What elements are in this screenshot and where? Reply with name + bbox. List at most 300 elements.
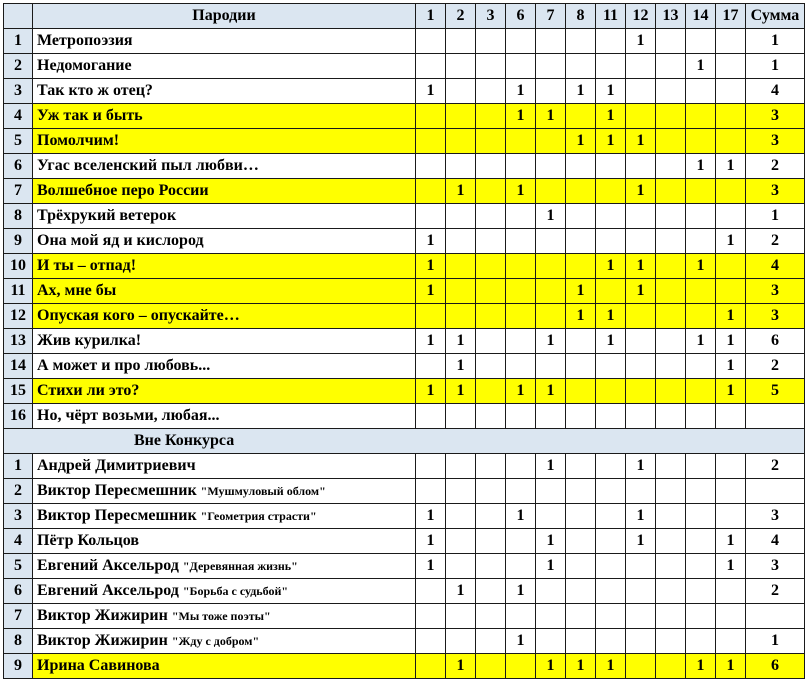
vote-cell [716, 204, 746, 229]
row-title-text: Евгений Аксельрод [37, 557, 179, 574]
row-number: 2 [4, 479, 33, 504]
vote-cell [656, 529, 686, 554]
table-row [4, 179, 805, 204]
vote-cell: 1 [506, 379, 536, 404]
row-title [33, 104, 416, 129]
row-number: 2 [4, 54, 33, 79]
vote-cell [416, 154, 446, 179]
vote-cell [656, 279, 686, 304]
vote-cell [656, 629, 686, 654]
vote-cell: 1 [446, 329, 476, 354]
vote-cell [596, 279, 626, 304]
vote-cell [476, 329, 506, 354]
sum-cell: 1 [746, 629, 805, 654]
vote-cell [716, 279, 746, 304]
vote-cell [686, 279, 716, 304]
vote-cell [716, 629, 746, 654]
vote-cell: 1 [416, 79, 446, 104]
vote-cell [686, 629, 716, 654]
vote-cell [596, 54, 626, 79]
row-number: 10 [4, 254, 33, 279]
table-row [4, 104, 805, 129]
sum-cell: 4 [746, 529, 805, 554]
vote-cell [596, 154, 626, 179]
vote-cell [716, 454, 746, 479]
vote-cell [536, 579, 566, 604]
sum-cell: 2 [746, 229, 805, 254]
row-title-text: Пётр Кольцов [37, 532, 139, 549]
vote-cell [656, 329, 686, 354]
vote-cell [686, 404, 716, 429]
vote-cell [656, 154, 686, 179]
vote-cell [506, 29, 536, 54]
vote-cell [716, 54, 746, 79]
vote-cell [566, 29, 596, 54]
vote-cell: 1 [416, 254, 446, 279]
row-title [33, 54, 416, 79]
row-title-text: Стихи ли это? [37, 382, 140, 399]
vote-cell: 1 [716, 229, 746, 254]
vote-cell [446, 404, 476, 429]
vote-cell: 1 [716, 154, 746, 179]
vote-cell: 1 [506, 579, 536, 604]
vote-cell: 1 [416, 229, 446, 254]
vote-cell [566, 529, 596, 554]
row-number: 9 [4, 229, 33, 254]
vote-cell: 1 [506, 79, 536, 104]
vote-cell: 1 [626, 29, 656, 54]
vote-cell [416, 604, 446, 629]
vote-cell: 1 [626, 179, 656, 204]
vote-cell [476, 529, 506, 554]
vote-cell [626, 204, 656, 229]
vote-cell [506, 479, 536, 504]
vote-cell [656, 129, 686, 154]
row-number: 1 [4, 29, 33, 54]
row-title [33, 254, 416, 279]
row-number: 7 [4, 604, 33, 629]
sum-cell: 1 [746, 29, 805, 54]
vote-cell [566, 154, 596, 179]
table-row [4, 154, 805, 179]
vote-cell [566, 379, 596, 404]
vote-cell [686, 554, 716, 579]
sum-cell: 6 [746, 329, 805, 354]
vote-cell [626, 404, 656, 429]
sum-cell: 3 [746, 304, 805, 329]
vote-cell [446, 304, 476, 329]
row-title [33, 129, 416, 154]
vote-cell [476, 354, 506, 379]
vote-cell [446, 279, 476, 304]
sum-cell: 2 [746, 354, 805, 379]
vote-cell [656, 79, 686, 104]
vote-cell [536, 229, 566, 254]
vote-cell [446, 229, 476, 254]
header-col-12: 12 [626, 4, 656, 29]
vote-cell [416, 654, 446, 679]
vote-cell [476, 129, 506, 154]
header-row [4, 4, 805, 29]
vote-cell: 1 [686, 154, 716, 179]
vote-cell [476, 204, 506, 229]
row-subtitle: "Жду с добром" [171, 634, 260, 648]
vote-cell [656, 304, 686, 329]
vote-cell: 1 [596, 79, 626, 104]
vote-cell [626, 54, 656, 79]
vote-cell [656, 654, 686, 679]
table-row [4, 54, 805, 79]
vote-cell [476, 579, 506, 604]
row-title [33, 229, 416, 254]
header-col-14: 14 [686, 4, 716, 29]
row-subtitle: "Борьба с судьбой" [182, 584, 289, 598]
vote-cell [686, 129, 716, 154]
vote-cell: 1 [446, 354, 476, 379]
vote-cell [446, 454, 476, 479]
row-number: 7 [4, 179, 33, 204]
vote-cell [716, 404, 746, 429]
row-title [33, 29, 416, 54]
vote-cell: 1 [626, 454, 656, 479]
table-row [4, 254, 805, 279]
vote-cell [476, 604, 506, 629]
row-title [33, 579, 416, 604]
vote-cell [566, 104, 596, 129]
sum-cell: 2 [746, 154, 805, 179]
vote-cell [626, 79, 656, 104]
vote-cell: 1 [566, 129, 596, 154]
vote-cell: 1 [536, 204, 566, 229]
vote-cell [536, 604, 566, 629]
row-number: 16 [4, 404, 33, 429]
vote-cell [416, 179, 446, 204]
vote-cell [656, 354, 686, 379]
vote-cell: 1 [686, 254, 716, 279]
vote-cell [476, 254, 506, 279]
sum-cell: 3 [746, 504, 805, 529]
vote-cell [476, 54, 506, 79]
vote-cell [416, 454, 446, 479]
vote-cell: 1 [716, 554, 746, 579]
vote-cell [476, 554, 506, 579]
row-number: 9 [4, 654, 33, 679]
header-col-7: 7 [536, 4, 566, 29]
row-title [33, 304, 416, 329]
row-title [33, 654, 416, 679]
vote-cell: 1 [596, 104, 626, 129]
vote-cell [626, 604, 656, 629]
vote-cell [626, 304, 656, 329]
row-title-text: Ирина Савинова [37, 657, 160, 674]
vote-cell [506, 454, 536, 479]
vote-cell: 1 [716, 654, 746, 679]
vote-cell [536, 404, 566, 429]
vote-cell [566, 54, 596, 79]
row-number: 11 [4, 279, 33, 304]
row-title-text: Но, чёрт возьми, любая... [37, 407, 220, 424]
vote-cell [656, 579, 686, 604]
vote-cell [536, 154, 566, 179]
row-title [33, 604, 416, 629]
vote-cell [596, 604, 626, 629]
table-row [4, 479, 805, 504]
row-number: 5 [4, 129, 33, 154]
sum-cell: 3 [746, 104, 805, 129]
table-row [4, 529, 805, 554]
row-title [33, 204, 416, 229]
row-number: 3 [4, 79, 33, 104]
vote-cell [416, 204, 446, 229]
table-row [4, 504, 805, 529]
vote-cell [446, 154, 476, 179]
vote-cell [506, 604, 536, 629]
vote-cell: 1 [566, 79, 596, 104]
header-col-17: 17 [716, 4, 746, 29]
sum-cell: 4 [746, 79, 805, 104]
table-row [4, 404, 805, 429]
vote-cell [596, 554, 626, 579]
vote-cell [446, 204, 476, 229]
row-number: 1 [4, 454, 33, 479]
vote-cell [686, 104, 716, 129]
header-corner [4, 4, 33, 29]
row-title-text: Угас вселенский пыл любви… [37, 157, 259, 174]
table-row [4, 604, 805, 629]
vote-cell [476, 79, 506, 104]
vote-cell [446, 554, 476, 579]
vote-cell: 1 [686, 329, 716, 354]
vote-cell [416, 304, 446, 329]
table-row [4, 204, 805, 229]
vote-cell [446, 129, 476, 154]
vote-cell: 1 [506, 504, 536, 529]
vote-cell [686, 579, 716, 604]
vote-cell [656, 404, 686, 429]
vote-cell: 1 [566, 279, 596, 304]
row-title-text: Уж так и быть [37, 107, 143, 124]
row-title-text: Недомогание [37, 57, 132, 74]
row-title-text: Она мой яд и кислород [37, 232, 204, 249]
row-title-text: Андрей Димитриевич [37, 457, 196, 474]
sum-cell: 3 [746, 554, 805, 579]
vote-cell [476, 454, 506, 479]
vote-cell [536, 304, 566, 329]
row-title [33, 79, 416, 104]
table-row [4, 354, 805, 379]
vote-cell [566, 254, 596, 279]
row-title [33, 504, 416, 529]
vote-cell [506, 654, 536, 679]
table-row [4, 229, 805, 254]
vote-cell [416, 479, 446, 504]
vote-cell [686, 304, 716, 329]
row-number: 8 [4, 629, 33, 654]
row-number: 6 [4, 579, 33, 604]
vote-cell [656, 179, 686, 204]
vote-cell: 1 [596, 254, 626, 279]
row-title [33, 629, 416, 654]
vote-cell [446, 604, 476, 629]
vote-cell [656, 379, 686, 404]
vote-cell: 1 [536, 104, 566, 129]
vote-cell [716, 254, 746, 279]
vote-cell [476, 104, 506, 129]
header-title: Пародии [33, 4, 416, 29]
vote-cell [476, 479, 506, 504]
vote-cell: 1 [536, 329, 566, 354]
sum-cell: 2 [746, 454, 805, 479]
row-title [33, 179, 416, 204]
vote-cell [476, 29, 506, 54]
vote-cell [446, 479, 476, 504]
vote-cell [446, 504, 476, 529]
row-subtitle: "Мушмуловый облом" [200, 484, 326, 498]
vote-cell: 1 [596, 329, 626, 354]
vote-cell: 1 [506, 104, 536, 129]
vote-cell: 1 [566, 654, 596, 679]
header-col-11: 11 [596, 4, 626, 29]
sum-cell: 3 [746, 279, 805, 304]
sum-cell: 3 [746, 179, 805, 204]
vote-cell [506, 329, 536, 354]
vote-cell [686, 479, 716, 504]
vote-cell: 1 [686, 654, 716, 679]
row-title-text: Виктор Пересмешник [37, 507, 197, 524]
vote-cell [536, 79, 566, 104]
vote-cell [506, 229, 536, 254]
vote-cell [536, 479, 566, 504]
vote-cell [566, 554, 596, 579]
vote-cell [626, 629, 656, 654]
vote-cell [626, 104, 656, 129]
vote-cell [476, 404, 506, 429]
vote-cell [716, 29, 746, 54]
vote-cell [446, 29, 476, 54]
vote-cell [656, 479, 686, 504]
vote-cell [476, 654, 506, 679]
header-col-13: 13 [656, 4, 686, 29]
sum-cell: 1 [746, 204, 805, 229]
vote-cell: 1 [626, 529, 656, 554]
sum-cell [746, 404, 805, 429]
vote-cell: 1 [446, 579, 476, 604]
vote-cell: 1 [446, 379, 476, 404]
vote-cell [716, 104, 746, 129]
vote-cell [716, 79, 746, 104]
vote-cell [596, 379, 626, 404]
vote-cell [506, 279, 536, 304]
vote-cell [626, 554, 656, 579]
vote-cell [566, 504, 596, 529]
vote-cell [596, 204, 626, 229]
vote-cell [686, 604, 716, 629]
vote-cell [596, 454, 626, 479]
vote-cell [686, 504, 716, 529]
vote-cell [536, 179, 566, 204]
vote-cell [596, 229, 626, 254]
parody-voting-table [3, 3, 805, 679]
vote-cell: 1 [416, 554, 446, 579]
vote-cell [716, 504, 746, 529]
vote-cell: 1 [446, 179, 476, 204]
vote-cell [686, 229, 716, 254]
vote-cell: 1 [416, 529, 446, 554]
row-title-text: Так кто ж отец? [37, 82, 153, 99]
vote-cell [566, 404, 596, 429]
section-row [4, 429, 805, 454]
row-number: 5 [4, 554, 33, 579]
vote-cell [686, 204, 716, 229]
table-row [4, 379, 805, 404]
vote-cell [596, 354, 626, 379]
vote-cell [656, 204, 686, 229]
row-title [33, 404, 416, 429]
table-row [4, 279, 805, 304]
vote-cell [626, 654, 656, 679]
vote-cell [596, 404, 626, 429]
vote-cell [716, 129, 746, 154]
vote-cell: 1 [416, 279, 446, 304]
row-title-text: Евгений Аксельрод [37, 582, 179, 599]
header-sum: Сумма [746, 4, 805, 29]
vote-cell [596, 179, 626, 204]
vote-cell [416, 404, 446, 429]
vote-cell: 1 [536, 379, 566, 404]
vote-cell [596, 504, 626, 529]
vote-cell [716, 579, 746, 604]
vote-cell [476, 629, 506, 654]
vote-cell [506, 354, 536, 379]
row-number: 4 [4, 104, 33, 129]
vote-cell: 1 [536, 554, 566, 579]
vote-cell [656, 454, 686, 479]
row-title [33, 479, 416, 504]
vote-cell [506, 129, 536, 154]
sum-cell: 6 [746, 654, 805, 679]
header-col-1: 1 [416, 4, 446, 29]
row-title-text: Жив курилка! [37, 332, 142, 349]
vote-cell [476, 229, 506, 254]
vote-cell [686, 529, 716, 554]
vote-cell [536, 279, 566, 304]
vote-cell [416, 129, 446, 154]
row-title [33, 554, 416, 579]
vote-cell [446, 54, 476, 79]
table-row [4, 579, 805, 604]
vote-cell [476, 504, 506, 529]
vote-cell [536, 254, 566, 279]
vote-cell [416, 54, 446, 79]
table-row [4, 79, 805, 104]
vote-cell [626, 154, 656, 179]
vote-cell [566, 579, 596, 604]
vote-cell [656, 554, 686, 579]
vote-cell [626, 329, 656, 354]
vote-cell [536, 629, 566, 654]
vote-cell: 1 [536, 529, 566, 554]
vote-cell [446, 79, 476, 104]
row-title-text: А может и про любовь... [37, 357, 211, 374]
table-row [4, 654, 805, 679]
vote-cell [596, 629, 626, 654]
vote-cell [566, 604, 596, 629]
row-number: 12 [4, 304, 33, 329]
vote-cell: 1 [416, 329, 446, 354]
sum-cell [746, 604, 805, 629]
vote-cell [416, 354, 446, 379]
sum-cell: 4 [746, 254, 805, 279]
